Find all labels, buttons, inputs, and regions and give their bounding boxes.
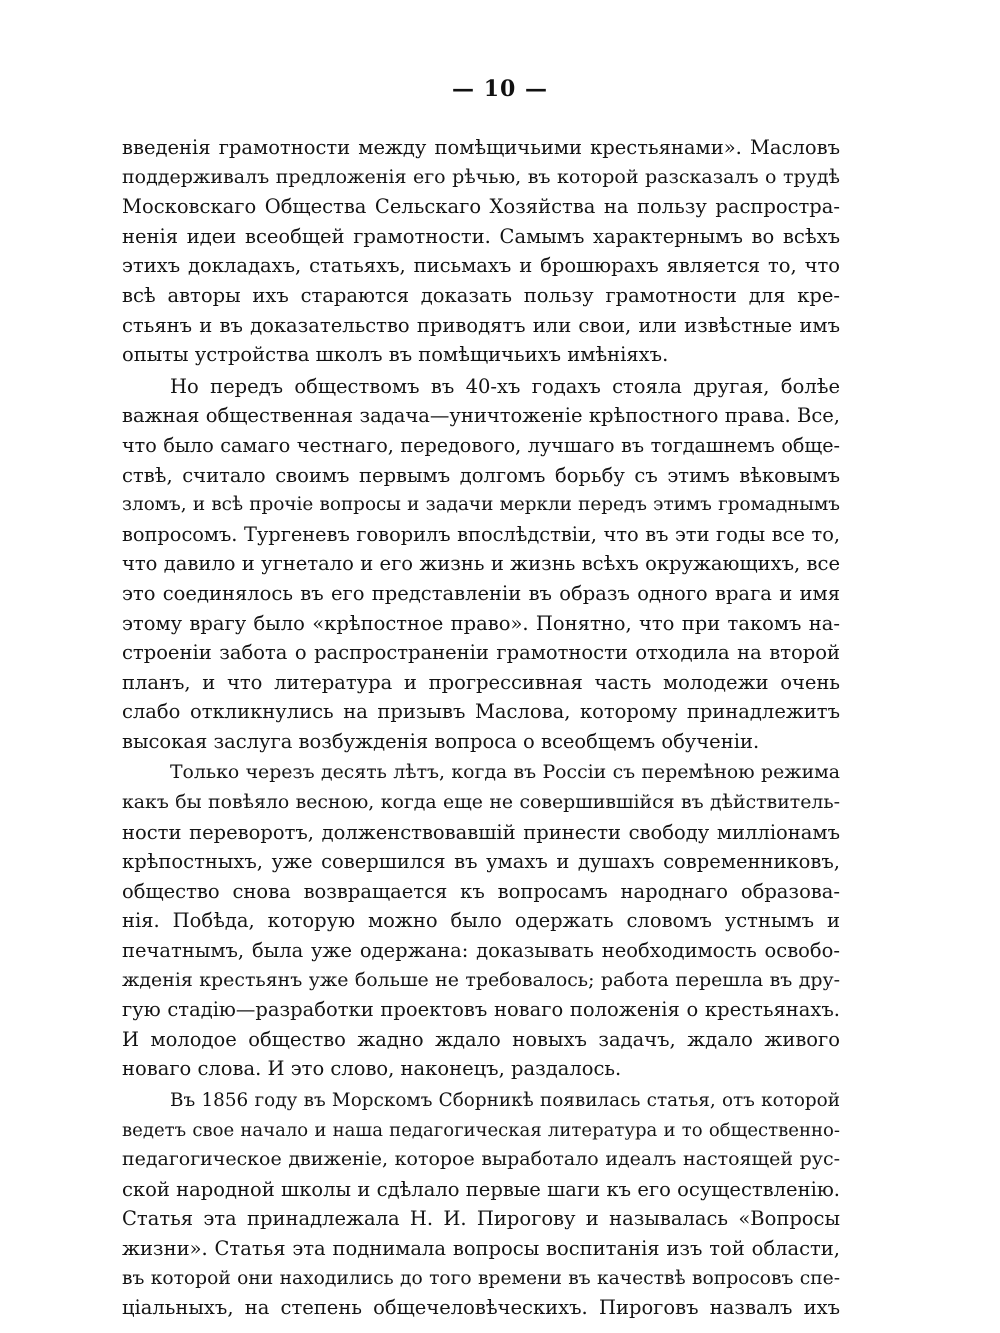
text-line: ствѣ, считало своимъ первымъ долгомъ борьбу съ этимъ вѣковымъ — [122, 463, 840, 487]
text-line: жизни». Статья эта поднимала вопросы воспитанія изъ той области, — [122, 1236, 840, 1260]
text-line: нія. Побѣда, которую можно было одержать словомъ устнымъ и — [122, 909, 840, 933]
paragraph-2 — [122, 372, 840, 757]
text-line: педагогическое движеніе, которое выработало идеалъ настоящей рус- — [122, 1148, 840, 1171]
text-line: всѣ авторы ихъ стараются доказать пользу грамотности для кре- — [122, 283, 840, 307]
text-line: опыты устройства школъ въ помѣщичьихъ имѣніяхъ. — [122, 343, 669, 367]
paragraph-1 — [122, 133, 840, 370]
paragraph-4 — [122, 1086, 840, 1323]
body-text — [122, 133, 840, 1323]
text-line: планъ, и что литература и прогрессивная часть молодежи очень — [122, 670, 840, 694]
text-line: крѣпостныхъ, уже совершился въ умахъ и душахъ современниковъ, — [122, 850, 840, 874]
text-line: общество снова возвращается къ вопросамъ народнаго образова- — [122, 879, 840, 903]
text-line: ненія идеи всеобщей грамотности. Самымъ характернымъ во всѣхъ — [122, 224, 840, 248]
text-line: этихъ докладахъ, статьяхъ, письмахъ и брошюрахъ является то, что — [122, 254, 840, 278]
page-number: — 10 — — [452, 76, 548, 102]
text-line: Въ 1856 году въ Морскомъ Сборникѣ появилась статья, отъ которой — [170, 1090, 840, 1111]
text-line: вопросомъ. Тургеневъ говорилъ впослѣдствіи, что въ эти годы все то, — [122, 522, 840, 546]
text-line: поддерживалъ предложенія его рѣчью, въ которой разсказалъ о трудѣ — [122, 165, 840, 188]
text-line: ціальныхъ, на степень общечеловѣческихъ. Пироговъ назвалъ ихъ — [122, 1296, 840, 1320]
text-line: это соединялось въ его представленіи въ образъ одного врага и имя — [122, 581, 840, 605]
text-line: какъ бы повѣяло весною, когда еще не совершившійся въ дѣйствитель- — [122, 791, 840, 814]
text-line: Московскаго Общества Сельскаго Хозяйства на пользу распростра- — [122, 195, 840, 219]
text-line: ности переворотъ, долженствовавшій принести свободу милліонамъ — [122, 820, 840, 844]
text-line: Только черезъ десять лѣтъ, когда въ Россіи съ перемѣною режима — [170, 762, 840, 784]
text-line: этому врагу было «крѣпостное право». Понятно, что при такомъ на- — [122, 611, 840, 635]
text-line: ской народной школы и сдѣлало первые шаги къ его осуществленію. — [122, 1177, 840, 1201]
text-line: высокая заслуга возбужденія вопроса о всеобщемъ обученіи. — [122, 729, 760, 753]
text-line: что было самаго честнаго, передового, лучшаго въ тогдашнемъ обще- — [122, 433, 840, 457]
text-line: стьянъ и въ доказательство приводятъ или свои, или извѣстные имъ — [122, 313, 840, 337]
text-line: гую стадію—разработки проектовъ новаго положенія о крестьянахъ. — [122, 998, 840, 1022]
text-line: слабо откликнулись на призывъ Маслова, которому принадлежитъ — [122, 700, 840, 724]
text-line: новаго слова. И это слово, наконецъ, раздалось. — [122, 1057, 622, 1081]
text-line: И молодое общество жадно ждало новыхъ задачъ, ждало живого — [122, 1027, 840, 1051]
text-line: зломъ, и всѣ прочіе вопросы и задачи меркли передъ этимъ громаднымъ — [122, 494, 840, 516]
text-line: что давило и угнетало и его жизнь и жизнь всѣхъ окружающихъ, все — [122, 552, 840, 576]
text-line: ведетъ свое начало и наша педагогическая литература и то общественно- — [122, 1119, 840, 1141]
text-line: Статья эта принадлежала Н. И. Пирогову и называлась «Вопросы — [122, 1207, 840, 1231]
text-line: въ которой они находились до того времени въ качествѣ вопросовъ спе- — [122, 1267, 840, 1289]
text-line: Но передъ обществомъ въ 40-хъ годахъ стояла другая, болѣе — [170, 374, 840, 398]
paragraph-3 — [122, 758, 840, 1084]
text-line: строеніи забота о распространеніи грамотности отходила на второй — [122, 641, 840, 665]
text-line: введенія грамотности между помѣщичьими крестьянами». Масловъ — [122, 136, 840, 159]
text-line: важная общественная задача—уничтоженіе крѣпостного права. Все, — [122, 404, 840, 428]
text-line: жденія крестьянъ уже больше не требовалось; работа перешла въ дру- — [122, 968, 840, 991]
text-line: печатнымъ, была уже одержана: доказывать необходимость освобо- — [122, 939, 840, 963]
